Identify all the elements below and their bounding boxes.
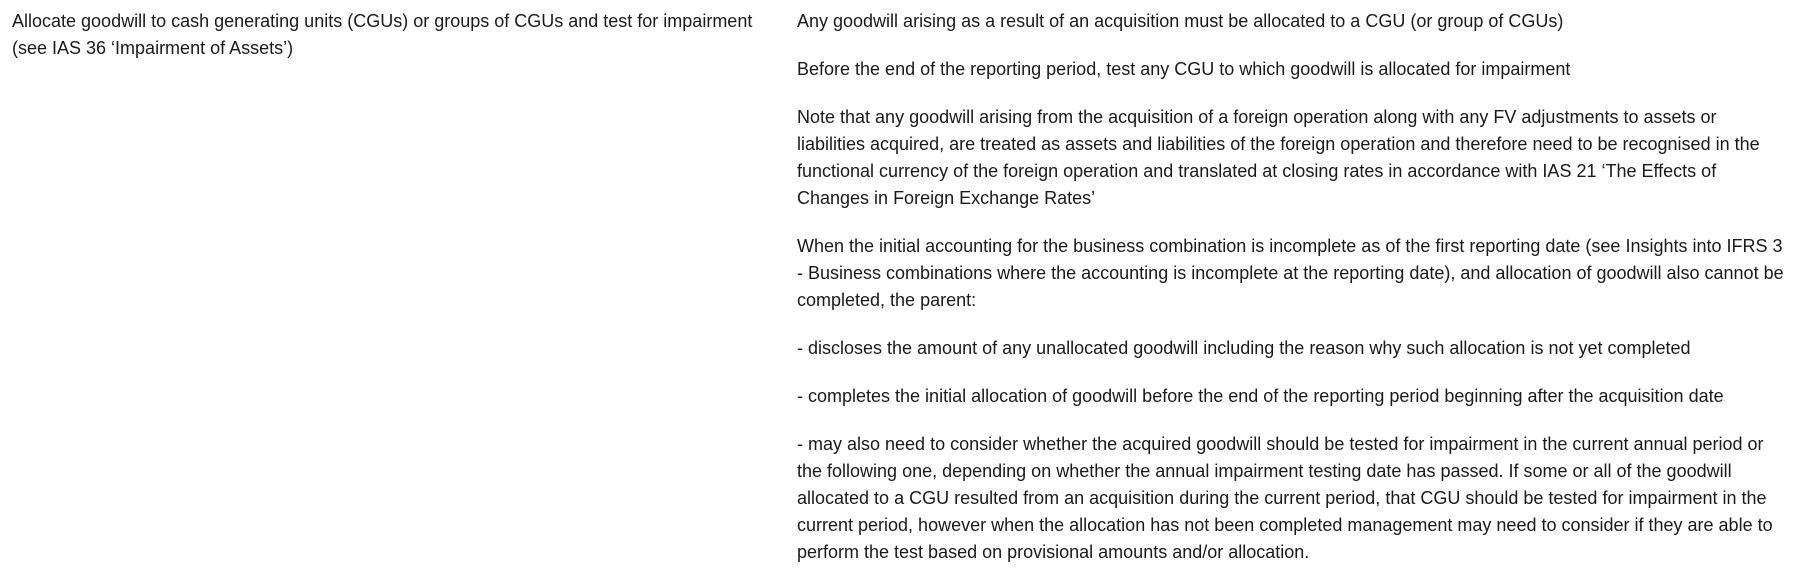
guidance-cell [797,8,1789,566]
requirement-cell [12,8,782,62]
guidance-bullet: - completes the initial allocation of goodwill before the end of the reporting period beginning after the acquisition date [797,386,1724,406]
guidance-paragraph: Any goodwill arising as a result of an acquisition must be allocated to a CGU (or group of CGUs) [797,11,1564,31]
guidance-paragraph: Before the end of the reporting period, test any CGU to which goodwill is allocated for impairment [797,59,1571,79]
guidance-paragraph: When the initial accounting for the business combination is incomplete as of the first reporting date (see Insights into IFRS 3 - Business combinations where the accounting is incomplete at the reporting date), and allocation of goodwill also cannot be completed, the parent: [797,236,1784,310]
guidance-bullet: - may also need to consider whether the acquired goodwill should be tested for impairment in the current annual period or the following one, depending on whether the annual impairment testing date has passed. If some or all of the goodwill allocated to a CGU resulted from an acquisition during the current period, that CGU should be tested for impairment in the current period, however when the allocation has not been completed management may need to consider if they are able to perform the test based on provisional amounts and/or allocation. [797,434,1773,562]
requirement-text: Allocate goodwill to cash generating units (CGUs) or groups of CGUs and test for impairment (see IAS 36 ‘Impairment of Assets’) [12,11,753,58]
guidance-bullet: - discloses the amount of any unallocated goodwill including the reason why such allocation is not yet completed [797,338,1691,358]
guidance-paragraph: Note that any goodwill arising from the acquisition of a foreign operation along with any FV adjustments to assets or liabilities acquired, are treated as assets and liabilities of the foreign operation and therefore need to be recognised in the functional currency of the foreign operation and translated at closing rates in accordance with IAS 21 ‘The Effects of Changes in Foreign Exchange Rates’ [797,107,1760,208]
